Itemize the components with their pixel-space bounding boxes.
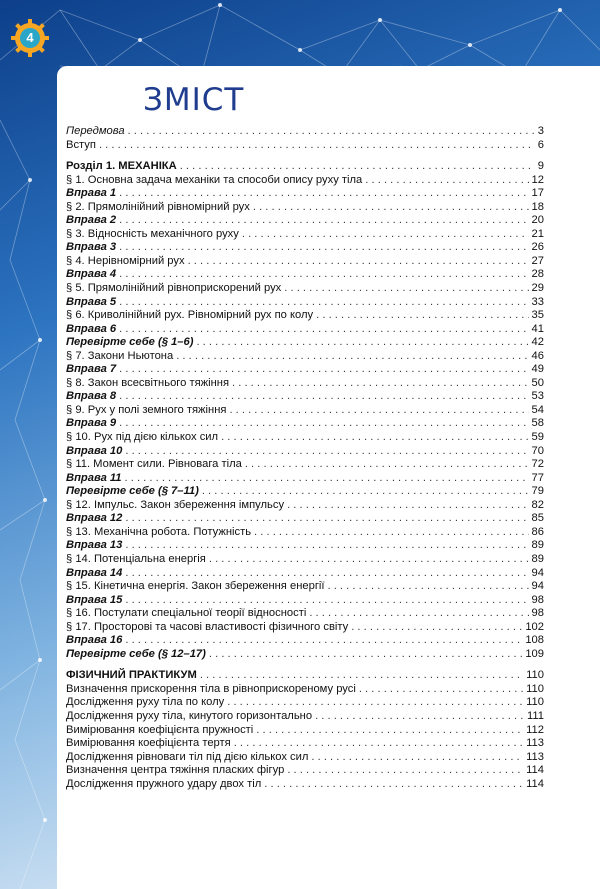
- toc-entry-title: Вправа 15: [66, 593, 123, 606]
- toc-entry[interactable]: [66, 174, 544, 188]
- toc-entry-title: Вправа 4: [66, 268, 117, 281]
- toc-entry-page: 86: [531, 525, 544, 538]
- toc-entry-title: Вимірювання коефіцієнта пружності: [66, 723, 254, 736]
- toc-entry-page: 59: [531, 431, 544, 444]
- toc-entry-title: Передмова: [66, 125, 125, 137]
- toc-entry[interactable]: [66, 390, 544, 404]
- toc-entry[interactable]: [66, 648, 544, 662]
- page-title: ЗМІСТ: [143, 82, 245, 118]
- toc-entry-page: 110: [526, 696, 544, 709]
- toc-leader-dots: [287, 764, 523, 776]
- toc-leader-dots: [176, 350, 528, 362]
- toc-leader-dots: [125, 634, 522, 646]
- toc-entry-title: Вправа 5: [66, 295, 117, 308]
- toc-entry[interactable]: [66, 580, 544, 594]
- toc-entry-page: 82: [531, 498, 544, 511]
- toc-leader-dots: [119, 268, 528, 280]
- toc-leader-dots: [309, 607, 528, 619]
- toc-entry-page: 50: [531, 376, 544, 389]
- toc-entry-page: 110: [526, 669, 544, 682]
- toc-leader-dots: [316, 309, 528, 321]
- toc-entry[interactable]: [66, 607, 544, 621]
- toc-leader-dots: [209, 648, 522, 660]
- toc-entry-page: 94: [531, 566, 544, 579]
- toc-entry[interactable]: [66, 472, 544, 486]
- toc-entry-title: § 4. Нерівномірний рух: [66, 254, 185, 267]
- toc-entry-title: Розділ 1. МЕХАНІКА: [66, 160, 177, 173]
- toc-entry[interactable]: [66, 323, 544, 337]
- toc-entry-page: 28: [531, 268, 544, 281]
- toc-entry-page: 35: [531, 309, 544, 322]
- toc-leader-dots: [202, 485, 529, 497]
- toc-entry[interactable]: [66, 160, 544, 174]
- toc-entry-title: § 11. Момент сили. Рівновага тіла: [66, 458, 242, 471]
- toc-entry-page: 111: [526, 709, 544, 722]
- toc-entry-page: 94: [531, 580, 544, 593]
- toc-leader-dots: [125, 472, 529, 484]
- toc-entry[interactable]: [66, 710, 544, 724]
- toc-entry[interactable]: [66, 201, 544, 215]
- toc-entry[interactable]: [66, 296, 544, 310]
- toc-leader-dots: [245, 458, 529, 470]
- toc-entry-title: § 7. Закони Ньютона: [66, 349, 174, 362]
- toc-entry-title: Визначення прискорення тіла в рівноприскореному русі: [66, 682, 356, 695]
- toc-entry[interactable]: [66, 634, 544, 648]
- toc-leader-dots: [253, 201, 529, 213]
- toc-entry-title: Вправа 1: [66, 187, 117, 200]
- toc-leader-dots: [128, 125, 535, 137]
- toc-leader-dots: [180, 160, 535, 172]
- toc-entry[interactable]: [66, 125, 544, 139]
- toc-entry[interactable]: [66, 228, 544, 242]
- toc-entry-page: 85: [531, 512, 544, 525]
- toc-leader-dots: [125, 445, 528, 457]
- toc-entry[interactable]: [66, 241, 544, 255]
- toc-leader-dots: [119, 363, 528, 375]
- toc-entry-page: 6: [537, 138, 544, 151]
- toc-entry[interactable]: [66, 363, 544, 377]
- toc-entry-page: 41: [531, 322, 544, 335]
- toc-entry-page: 112: [526, 723, 544, 736]
- toc-entry-title: Вправа 7: [66, 363, 117, 376]
- toc-entry-title: Визначення центра тяжіння пласких фігур: [66, 764, 285, 777]
- toc-leader-dots: [209, 553, 529, 565]
- toc-leader-dots: [125, 594, 528, 606]
- toc-entry-page: 18: [531, 200, 544, 213]
- toc-entry-page: 89: [531, 552, 544, 565]
- toc-entry-title: Вправа 9: [66, 417, 117, 430]
- toc-entry-page: 72: [531, 458, 544, 471]
- toc-entry[interactable]: [66, 282, 544, 296]
- toc-entry-title: Перевірте себе (§ 1–6): [66, 336, 194, 349]
- toc-entry-page: 108: [525, 634, 544, 647]
- toc-entry[interactable]: [66, 567, 544, 581]
- toc-leader-dots: [99, 139, 535, 151]
- toc-leader-dots: [227, 696, 523, 708]
- toc-entry-page: 33: [531, 295, 544, 308]
- toc-entry-title: Вправа 12: [66, 512, 123, 525]
- toc-entry[interactable]: [66, 737, 544, 751]
- toc-entry-page: 9: [537, 160, 544, 173]
- toc-entry-page: 89: [531, 539, 544, 552]
- toc-entry[interactable]: [66, 404, 544, 418]
- toc-entry-title: Вправа 3: [66, 241, 117, 254]
- toc-entry-page: 113: [526, 750, 544, 763]
- toc-leader-dots: [119, 323, 528, 335]
- toc-entry-title: § 13. Механічна робота. Потужність: [66, 525, 252, 538]
- toc-entry[interactable]: [66, 350, 544, 364]
- toc-entry-title: Вправа 10: [66, 444, 123, 457]
- toc-leader-dots: [229, 404, 528, 416]
- toc-entry[interactable]: [66, 336, 544, 350]
- toc-entry-title: § 15. Кінетична енергія. Закон збереження енергії: [66, 580, 325, 593]
- toc-entry-title: Вимірювання коефіцієнта тертя: [66, 737, 231, 750]
- toc-entry[interactable]: [66, 458, 544, 472]
- toc-leader-dots: [311, 751, 523, 763]
- toc-entry-title: Перевірте себе (§ 12–17): [66, 647, 206, 660]
- toc-entry-page: 102: [525, 620, 544, 633]
- toc-leader-dots: [196, 336, 528, 348]
- toc-leader-dots: [119, 214, 528, 226]
- toc-entry-title: § 6. Криволінійний рух. Рівномірний рух по колу: [66, 309, 314, 322]
- toc-entry-title: § 2. Прямолінійний рівномірний рух: [66, 200, 250, 213]
- toc-entry-title: § 12. Імпульс. Закон збереження імпульсу: [66, 498, 285, 511]
- toc-entry-title: Перевірте себе (§ 7–11): [66, 485, 199, 498]
- toc-entry-page: 27: [531, 254, 544, 267]
- toc-entry-title: § 17. Просторові та часові властивості фізичного світу: [66, 620, 349, 633]
- toc-entry[interactable]: [66, 417, 544, 431]
- toc-leader-dots: [188, 255, 529, 267]
- toc-entry-title: Дослідження рівноваги тіл під дією кількох сил: [66, 750, 309, 763]
- table-of-contents: [66, 125, 544, 791]
- toc-entry-title: Вправа 13: [66, 539, 123, 552]
- toc-entry-page: 79: [531, 485, 544, 498]
- toc-leader-dots: [315, 710, 524, 722]
- toc-entry[interactable]: [66, 526, 544, 540]
- toc-leader-dots: [284, 282, 528, 294]
- toc-entry-page: 12: [531, 173, 544, 186]
- toc-entry-page: 98: [531, 607, 544, 620]
- toc-entry[interactable]: [66, 683, 544, 697]
- toc-entry-page: 109: [525, 647, 544, 660]
- toc-entry-page: 26: [531, 241, 544, 254]
- toc-entry-title: Вправа 11: [66, 471, 122, 484]
- toc-leader-dots: [264, 778, 523, 790]
- toc-entry[interactable]: [66, 139, 544, 153]
- toc-entry[interactable]: [66, 669, 544, 683]
- toc-entry-title: § 5. Прямолінійний рівноприскорений рух: [66, 282, 282, 295]
- toc-leader-dots: [234, 737, 523, 749]
- toc-entry[interactable]: [66, 751, 544, 765]
- toc-entry-page: 3: [537, 125, 544, 137]
- toc-entry-page: 114: [526, 777, 544, 790]
- toc-leader-dots: [232, 377, 529, 389]
- toc-leader-dots: [125, 567, 528, 579]
- toc-entry-page: 113: [526, 737, 544, 750]
- toc-leader-dots: [119, 417, 528, 429]
- toc-leader-dots: [119, 241, 528, 253]
- toc-entry-page: 110: [526, 682, 544, 695]
- toc-entry[interactable]: [66, 187, 544, 201]
- toc-entry[interactable]: [66, 621, 544, 635]
- toc-entry-title: Дослідження пружного удару двох тіл: [66, 777, 262, 790]
- toc-leader-dots: [287, 499, 528, 511]
- toc-entry-page: 98: [531, 593, 544, 606]
- toc-entry[interactable]: [66, 214, 544, 228]
- toc-entry-title: § 8. Закон всесвітнього тяжіння: [66, 376, 230, 389]
- toc-entry-title: Вправа 6: [66, 322, 117, 335]
- toc-entry-title: Вправа 16: [66, 634, 123, 647]
- toc-entry[interactable]: [66, 255, 544, 269]
- toc-entry-title: Вступ: [66, 138, 96, 151]
- toc-entry-title: Дослідження руху тіла, кинутого горизонтально: [66, 709, 313, 722]
- toc-leader-dots: [125, 539, 528, 551]
- toc-entry-title: Дослідження руху тіла по колу: [66, 696, 225, 709]
- toc-entry-title: Вправа 2: [66, 214, 117, 227]
- toc-entry-page: 17: [531, 187, 544, 200]
- toc-entry[interactable]: [66, 512, 544, 526]
- toc-entry-page: 53: [531, 390, 544, 403]
- toc-leader-dots: [242, 228, 529, 240]
- toc-entry-page: 70: [531, 444, 544, 457]
- toc-entry-title: § 14. Потенціальна енергія: [66, 552, 206, 565]
- toc-entry-page: 49: [531, 363, 544, 376]
- toc-leader-dots: [254, 526, 529, 538]
- toc-leader-dots: [119, 390, 528, 402]
- toc-leader-dots: [200, 669, 523, 681]
- toc-entry-page: 21: [531, 227, 544, 240]
- toc-leader-dots: [221, 431, 528, 443]
- toc-leader-dots: [256, 724, 523, 736]
- toc-leader-dots: [351, 621, 522, 633]
- toc-entry[interactable]: [66, 268, 544, 282]
- toc-entry[interactable]: [66, 499, 544, 513]
- toc-entry[interactable]: [66, 696, 544, 710]
- toc-entry-title: Вправа 8: [66, 390, 117, 403]
- toc-entry[interactable]: [66, 539, 544, 553]
- page-number-gear-badge: [10, 18, 50, 58]
- toc-entry-title: ФІЗИЧНИЙ ПРАКТИКУМ: [66, 669, 197, 682]
- toc-entry-page: 29: [531, 282, 544, 295]
- toc-entry-title: § 10. Рух під дією кількох сил: [66, 431, 219, 444]
- toc-entry-title: § 16. Постулати спеціальної теорії відносності: [66, 607, 307, 620]
- toc-entry-page: 54: [531, 403, 544, 416]
- toc-entry-page: 20: [531, 214, 544, 227]
- toc-entry[interactable]: [66, 594, 544, 608]
- toc-entry-title: Вправа 14: [66, 566, 123, 579]
- toc-entry[interactable]: [66, 485, 544, 499]
- toc-entry-page: 114: [526, 764, 544, 777]
- toc-entry[interactable]: [66, 724, 544, 738]
- toc-entry[interactable]: [66, 778, 544, 792]
- toc-entry[interactable]: [66, 764, 544, 778]
- toc-entry-page: 77: [531, 471, 544, 484]
- toc-entry-title: § 1. Основна задача механіки та способи опису руху тіла: [66, 173, 363, 186]
- toc-leader-dots: [328, 580, 529, 592]
- toc-leader-dots: [125, 512, 528, 524]
- toc-entry[interactable]: [66, 431, 544, 445]
- toc-entry-page: 58: [531, 417, 544, 430]
- toc-entry-title: § 9. Рух у полі земного тяжіння: [66, 403, 227, 416]
- toc-leader-dots: [119, 187, 528, 199]
- toc-entry[interactable]: [66, 445, 544, 459]
- page-number: 4: [26, 30, 34, 45]
- toc-entry-title: § 3. Відносність механічного руху: [66, 227, 239, 240]
- toc-entry[interactable]: [66, 377, 544, 391]
- toc-entry[interactable]: [66, 553, 544, 567]
- toc-leader-dots: [365, 174, 528, 186]
- toc-entry[interactable]: [66, 309, 544, 323]
- toc-entry-page: 42: [531, 336, 544, 349]
- toc-leader-dots: [359, 683, 523, 695]
- toc-entry-page: 46: [531, 349, 544, 362]
- toc-leader-dots: [119, 296, 528, 308]
